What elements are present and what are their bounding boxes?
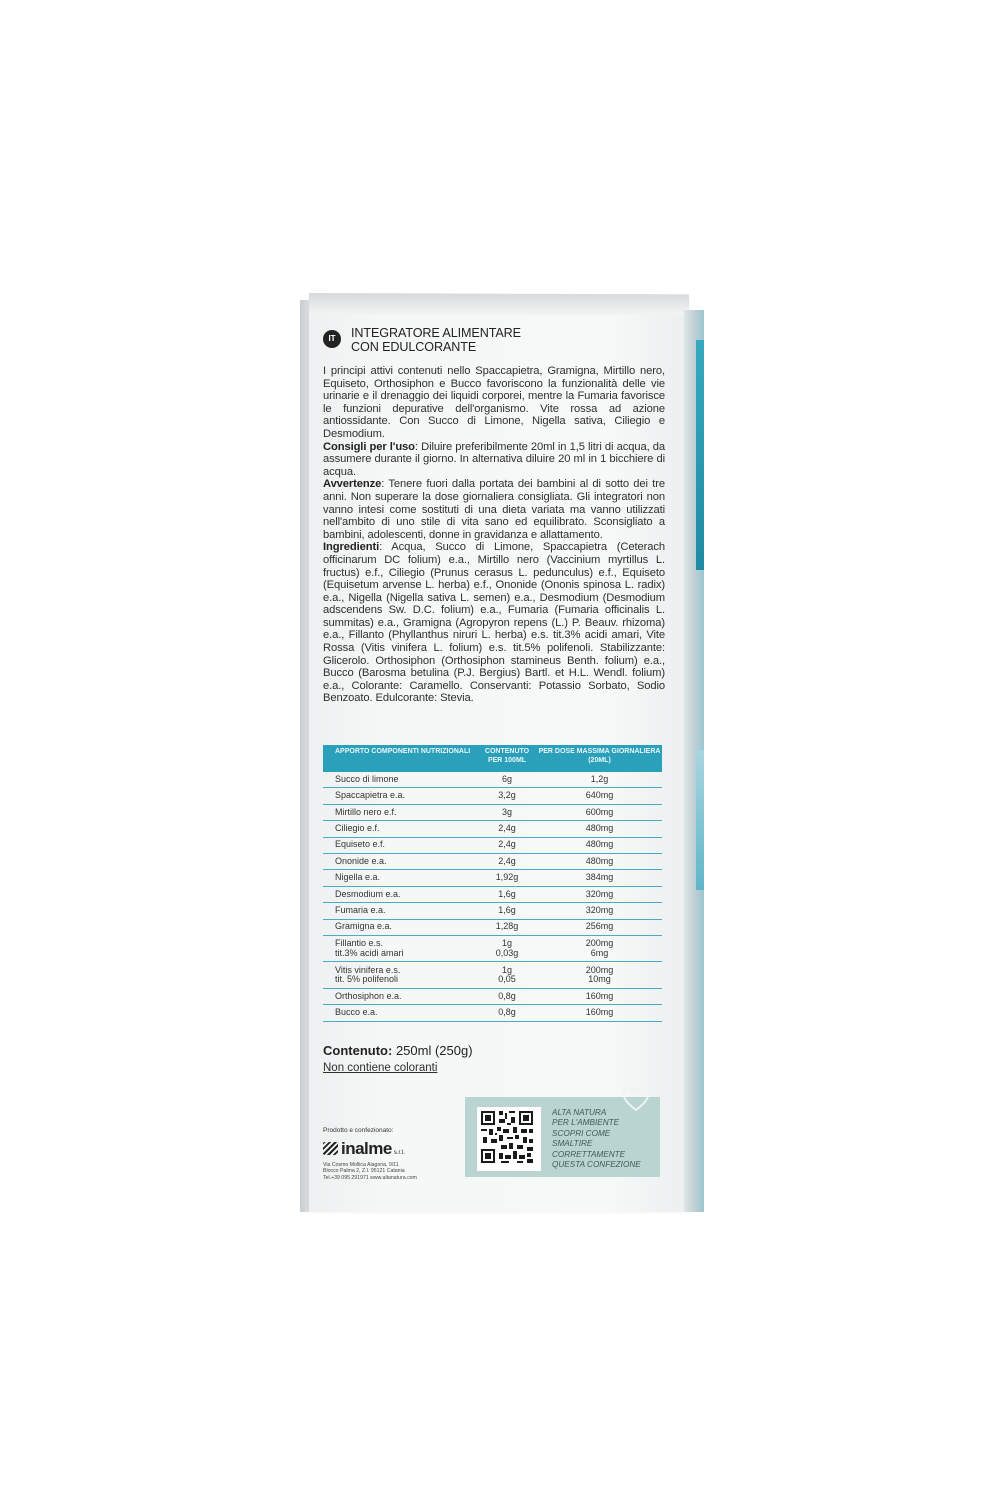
table-row: Fillantio e.s. tit.3% acidi amari 1g 0,03g 200mg 6mg [323, 936, 662, 963]
box-right-edge [684, 310, 704, 1212]
label-paragraphs [323, 365, 665, 705]
table-row: Gramigna e.a. 1,28g 256mg [323, 920, 662, 936]
producer-label: Prodotto e confezionato: [323, 1127, 394, 1134]
header-per-100ml: CONTENUTO PER 100ML [484, 748, 530, 764]
producer-logo: inalme s.r.l. [323, 1139, 463, 1159]
usage-paragraph: Consigli per l'uso: Diluire preferibilmente 20ml in 1,5 litri di acqua, da assumere durante il giorno. In alternativa diluire 20 ml in 1 bicchiere di acqua. [323, 440, 665, 478]
box-top-flap [309, 293, 689, 315]
eco-disposal-text: ALTA NATURA PER L'AMBIENTE SCOPRI COME SMALTIRE CORRETTAMENTE QUESTA CONFEZIONE [552, 1108, 641, 1170]
header-per-dose: PER DOSE MASSIMA GIORNALIERA (20ML) [538, 748, 661, 764]
header-components: APPORTO COMPONENTI NUTRIZIONALI [335, 748, 471, 755]
table-row: Orthosiphon e.a. 0,8g 160mg [323, 989, 662, 1005]
table-row: Ciliegio e.f. 2,4g 480mg [323, 821, 662, 837]
no-colorants-note: Non contiene coloranti [323, 1062, 438, 1074]
table-row: Equiseto e.f. 2,4g 480mg [323, 838, 662, 854]
table-row: Succo di limone 6g 1,2g [323, 772, 662, 788]
producer-address: Via Cosmo Mollica Alagona, 9/11 Blocco Palma 2, Z.I. 95121 Catania Tel.+39 095 291971 www.altanatura.com [323, 1162, 417, 1181]
language-badge: IT [323, 330, 341, 348]
table-row: Spaccapietra e.a. 3,2g 640mg [323, 788, 662, 804]
nutrition-table-header [323, 745, 662, 772]
ingredients-paragraph: Ingredienti: Acqua, Succo di Limone, Spaccapietra (Ceterach officinarum DC folium) e.a., Mirtillo nero (Vaccinium myrtillus L. fructus) e.f., Ciliegio (Prunus cerasus L. pedunculus) e.f., Equiseto (Equisetum arvense L. herba) e.f., Ononide (Ononis spinosa L. radix) e.a., Nigella (Nigella sativa L. semen) e.a., Desmodium (Desmodium adscendens Sw. D.C. folium) e.a., Fumaria (Fumaria officinalis L. summitas) e.a., Gramigna (Agropyron repens (L.) P. Beauv. rhizoma) e.a., Fillanto (Phyllanthus niruri L. herba) e.s. tit.3% acidi amari, Vite Rossa (Vitis vinifera L. folium) e.s. tit.5% polifenoli. Stabilizzante: Glicerolo. Orthosiphon (Orthosiphon stamineus Benth. folium) e.a., Bucco (Barosma betulina (P.J. Bergius) Bartl. et H.L. Wendl. folium) e.a., Colorante: Caramello. Conservanti: Potassio Sorbato, Sodio Benzoato. Edulcorante: Stevia. [323, 541, 665, 705]
net-contents: Contenuto: 250ml (250g) [323, 1043, 473, 1058]
heart-icon [620, 1085, 652, 1118]
producer-info [323, 1127, 463, 1181]
warnings-paragraph: Avvertenze: Tenere fuori dalla portata dei bambini al di sotto dei tre anni. Non superare la dose giornaliera consigliata. Gli integratori non vanno intesi come sostituti di una dieta variata ma vanno utilizzati nell'ambito di uno stile di vita sano ed equilibrato. Sconsigliato a bambini, adolescenti, donne in gravidanza e allattamento. [323, 478, 665, 541]
table-row: Vitis vinifera e.s. tit. 5% polifenoli 1g 0,05 200mg 10mg [323, 962, 662, 989]
table-row: Ononide e.a. 2,4g 480mg [323, 854, 662, 870]
qr-code-icon[interactable] [477, 1107, 541, 1171]
table-row: Mirtillo nero e.f. 3g 600mg [323, 805, 662, 821]
nutrition-table [323, 745, 662, 1022]
table-row: Bucco e.a. 0,8g 160mg [323, 1005, 662, 1021]
table-row: Nigella e.a. 1,92g 384mg [323, 870, 662, 886]
table-row: Desmodium e.a. 1,6g 320mg [323, 887, 662, 903]
product-category-heading: INTEGRATORE ALIMENTARE CON EDULCORANTE [351, 326, 521, 354]
table-row: Fumaria e.a. 1,6g 320mg [323, 903, 662, 919]
description-text: I principi attivi contenuti nello Spaccapietra, Gramigna, Mirtillo nero, Equiseto, Orthosiphon e Bucco favoriscono la funzionalità delle vie urinarie e il drenaggio dei liquidi corporei, mentre la Fumaria favorisce le funzioni depurative dell'organismo. Vite rossa ad azione antiossidante. Con Succo di Limone, Nigella sativa, Ciliegio e Desmodium. [323, 365, 665, 440]
inalme-logo-icon [323, 1142, 338, 1155]
